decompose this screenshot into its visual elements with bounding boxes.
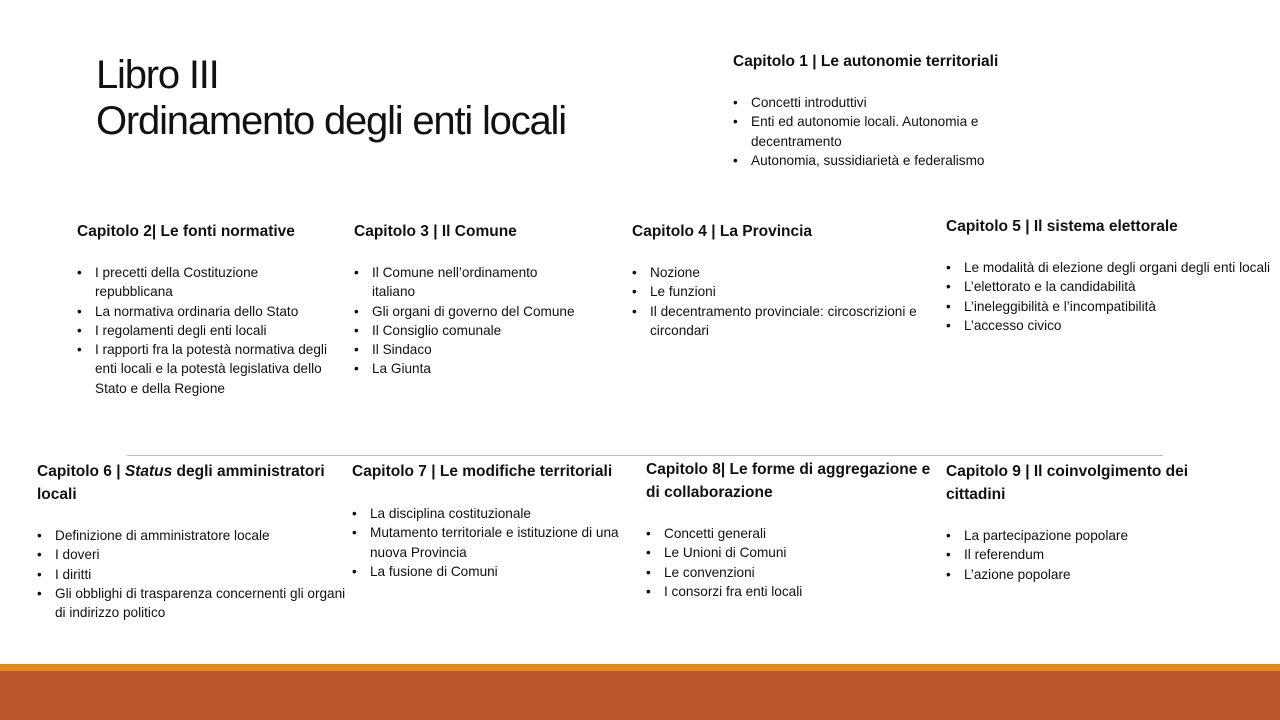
list-item: • Le funzioni [632,282,944,301]
chapter-4-list [632,263,944,340]
chapter-4 [632,220,944,340]
chapter-1-heading: Capitolo 1 | Le autonomie territoriali [733,53,999,70]
chapter-1-list [733,93,1053,170]
list-item: • Il Comune nell’ordinamento italiano [354,263,614,302]
list-item: • L’elettorato e la candidabilità [946,277,1271,296]
chapter-6-heading-status: Status [124,463,173,480]
list-item: • Il referendum [946,545,1226,564]
chapter-6-list [37,526,347,622]
chapter-3 [354,220,614,379]
list-item: • Nozione [632,263,944,282]
chapter-6-heading-prefix: Capitolo 6 | [37,463,125,480]
title-line-1: Libro III [96,53,219,97]
list-item: • Definizione di amministratore locale [37,526,347,545]
list-item: • Le convenzioni [646,563,938,582]
list-item: • Le Unioni di Comuni [646,543,938,562]
list-item: • Il Sindaco [354,340,614,359]
list-item: • Mutamento territoriale e istituzione di una nuova Provincia [352,523,637,562]
list-item: • Il Consiglio comunale [354,321,614,340]
chapter-8-heading: Capitolo 8| Le forme di aggregazione e di collaborazione [646,461,931,501]
chapter-3-list [354,263,614,379]
list-item: • I diritti [37,565,347,584]
list-item: • Il decentramento provinciale: circoscrizioni e circondari [632,302,944,341]
list-item: • Autonomia, sussidiarietà e federalismo [733,151,1053,170]
chapter-6-heading [37,460,347,506]
chapter-7-list [352,504,637,581]
list-item: • Le modalità di elezione degli organi degli enti locali [946,258,1271,277]
chapter-2 [77,220,332,398]
chapter-5-list [946,258,1271,335]
chapter-2-heading: Capitolo 2| Le fonti normative [77,223,295,240]
list-item: • L’accesso civico [946,316,1271,335]
section-divider [127,455,1163,456]
list-item: • La disciplina costituzionale [352,504,637,523]
chapter-7 [352,460,637,581]
list-item: • Enti ed autonomie locali. Autonomia e decentramento [733,112,1053,151]
slide-title [96,52,566,144]
chapter-8-list [646,524,938,601]
list-item: • Concetti generali [646,524,938,543]
chapter-2-list [77,263,332,398]
chapter-3-heading: Capitolo 3 | Il Comune [354,223,517,240]
list-item: • La Giunta [354,359,614,378]
list-item: • Concetti introduttivi [733,93,1053,112]
title-line-2: Ordinamento degli enti locali [96,99,566,143]
list-item: • La fusione di Comuni [352,562,637,581]
list-item: • L’ineleggibilità e l’incompatibilità [946,297,1271,316]
chapter-5-heading: Capitolo 5 | Il sistema elettorale [946,218,1178,235]
chapter-9 [946,460,1226,584]
list-item: • La partecipazione popolare [946,526,1226,545]
footer-accent-stripe [0,664,1280,671]
chapter-6 [37,460,347,622]
list-item: • I consorzi fra enti locali [646,582,938,601]
chapter-4-heading: Capitolo 4 | La Provincia [632,223,813,240]
list-item: • La normativa ordinaria dello Stato [77,302,332,321]
chapter-1 [733,50,1053,170]
list-item: • I doveri [37,545,347,564]
chapter-5 [946,215,1271,335]
list-item: • I precetti della Costituzione repubblicana [77,263,332,302]
chapter-7-heading: Capitolo 7 | Le modifiche territoriali [352,463,613,480]
chapter-9-heading: Capitolo 9 | Il coinvolgimento dei cittadini [946,463,1189,503]
chapter-9-list [946,526,1226,584]
list-item: • Gli obblighi di trasparenza concernenti gli organi di indirizzo politico [37,584,347,623]
chapter-8 [646,458,938,601]
list-item: • I rapporti fra la potestà normativa degli enti locali e la potestà legislativa dello Stato e della Regione [77,340,332,398]
chapter-6-heading-suffix: degli amministratori locali [37,463,325,503]
list-item: • L’azione popolare [946,565,1226,584]
list-item: • Gli organi di governo del Comune [354,302,614,321]
footer-band [0,671,1280,720]
list-item: • I regolamenti degli enti locali [77,321,332,340]
